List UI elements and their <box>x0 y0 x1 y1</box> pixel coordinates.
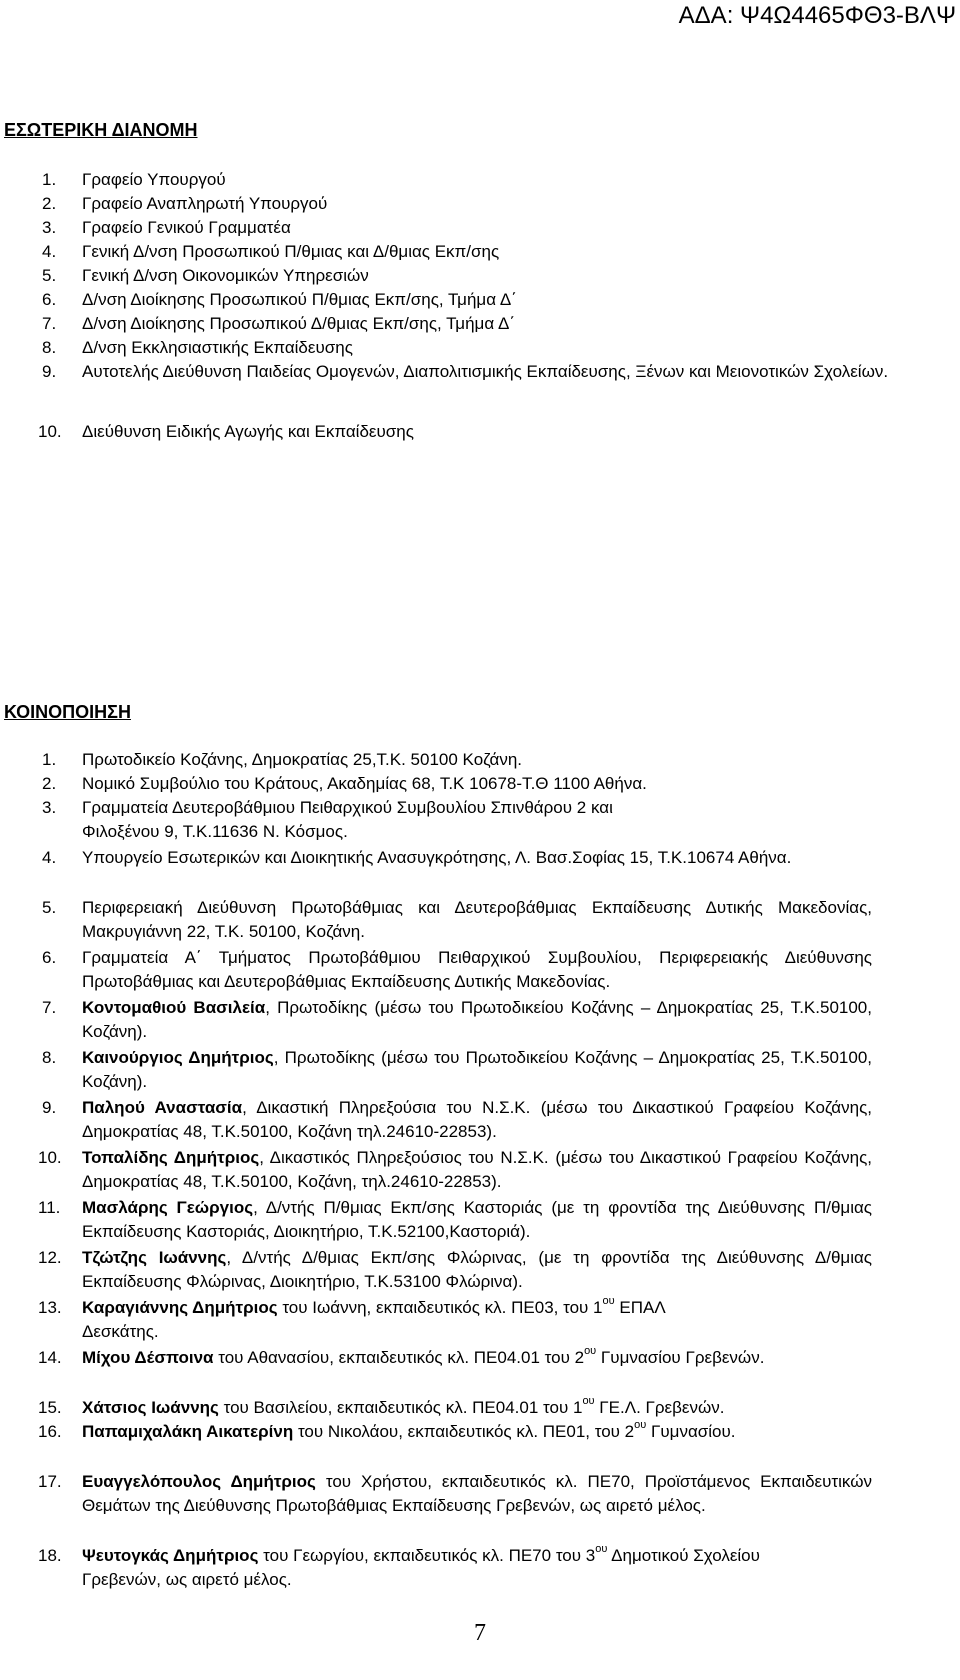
ada-code: ΑΔΑ: Ψ4Ω4465ΦΘ3-ΒΛΨ <box>678 2 956 29</box>
koinopoiisi-heading: ΚΟΙΝΟΠΟΙΗΣΗ <box>4 702 131 722</box>
internal-distribution-heading: ΕΣΩΤΕΡΙΚΗ ΔΙΑΝΟΜΗ <box>4 120 198 140</box>
page-number: 7 <box>474 1620 486 1646</box>
